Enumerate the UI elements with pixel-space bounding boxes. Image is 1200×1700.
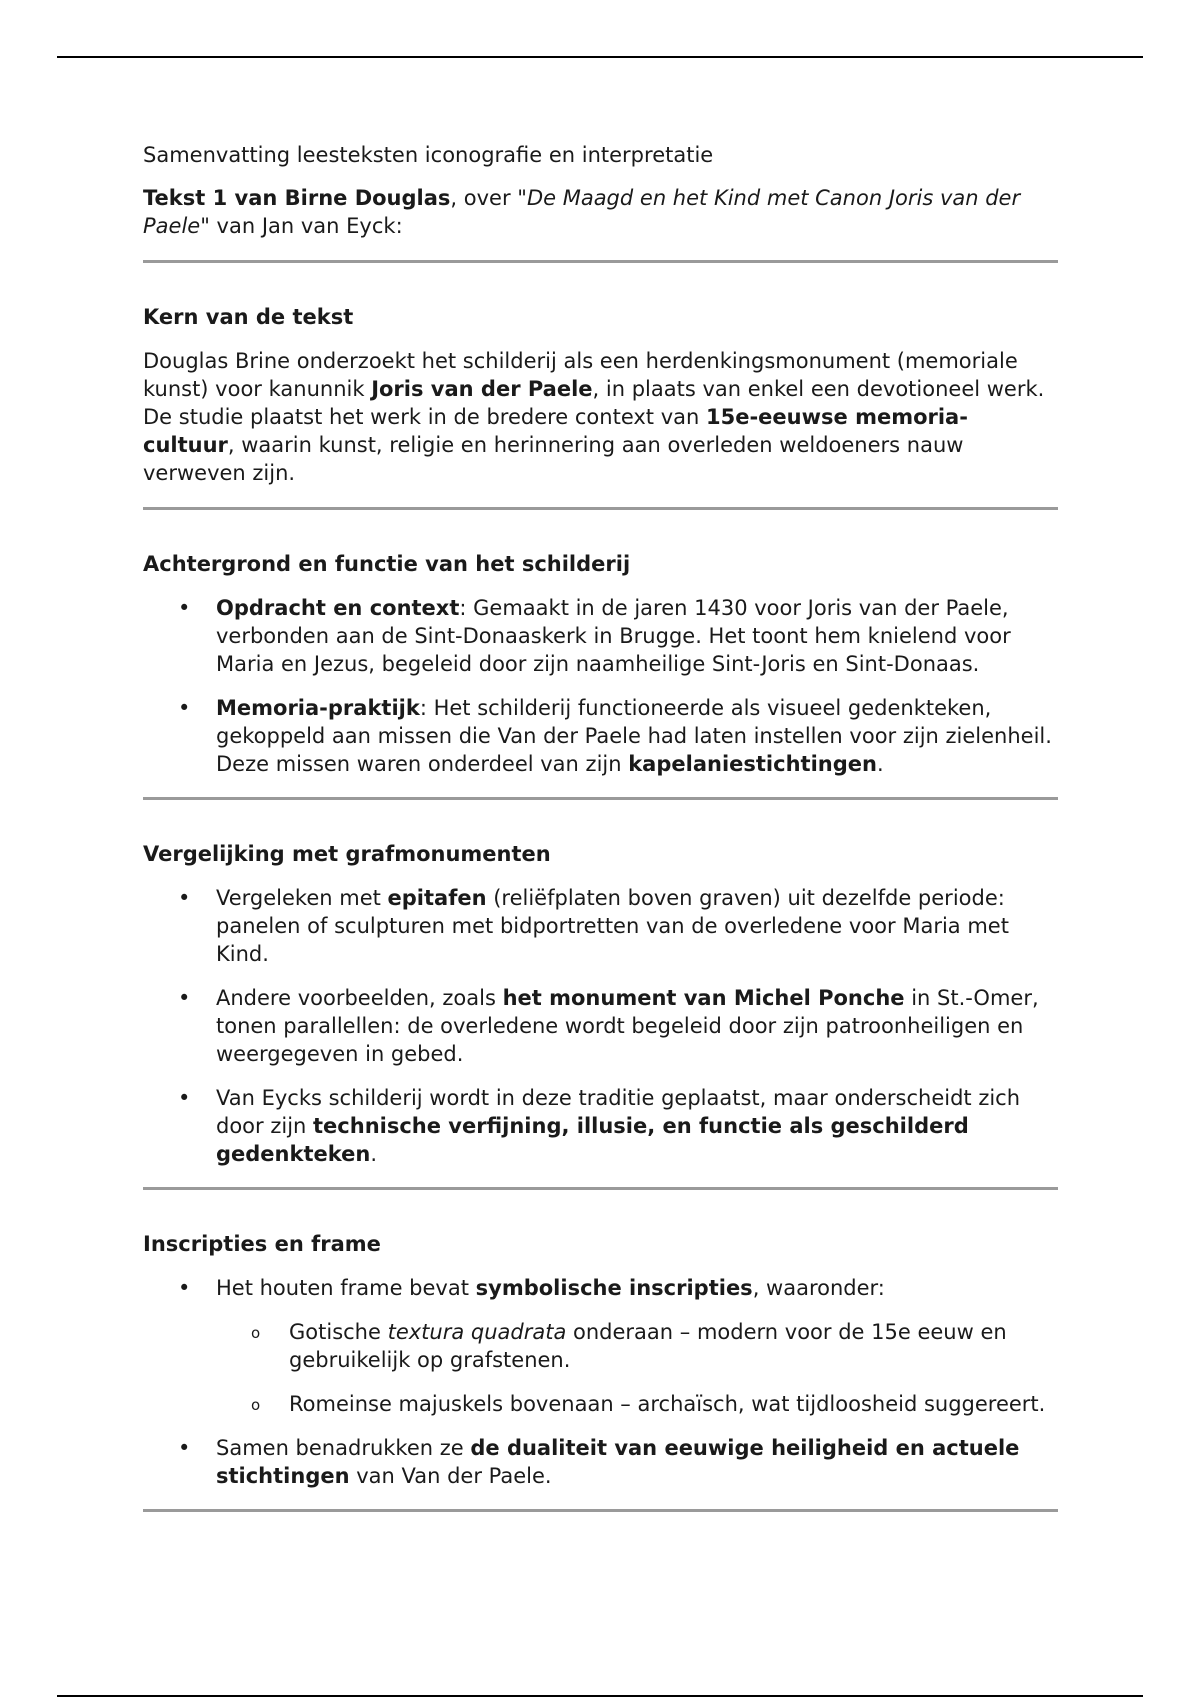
section-divider bbox=[143, 507, 1058, 510]
list-item bbox=[143, 984, 1058, 1068]
item-bold: Opdracht en context bbox=[216, 596, 460, 620]
item-bold: Memoria-praktijk bbox=[216, 696, 420, 720]
item-text: van Van der Paele. bbox=[349, 1464, 552, 1488]
item-text: Vergeleken met bbox=[216, 886, 388, 910]
section-divider bbox=[143, 1509, 1058, 1512]
item-text: (reliëfplaten boven graven) uit dezelfde periode: panelen of sculpturen met bidportretten van de overledene voor Maria met Kind. bbox=[216, 886, 1009, 966]
section-divider bbox=[143, 1187, 1058, 1190]
intro-paragraph bbox=[143, 184, 1058, 240]
bullet-icon: • bbox=[178, 696, 191, 720]
circle-bullet-icon: o bbox=[251, 1396, 261, 1414]
section-divider bbox=[143, 797, 1058, 800]
section-heading-kern: Kern van de tekst bbox=[143, 305, 354, 329]
paragraph-bold: Joris van der Paele bbox=[371, 377, 593, 401]
item-bold: kapelaniestichtingen bbox=[628, 752, 877, 776]
item-text: : Het schilderij functioneerde als visueel gedenkteken, gekoppeld aan missen die Van der Paele had laten instellen voor zijn zielenheil. Deze missen waren onderdeel van zijn bbox=[216, 696, 1052, 776]
paragraph-text: , in plaats van enkel een devotioneel werk. De studie plaatst het werk in de bredere context van bbox=[143, 377, 1045, 429]
vergelijking-list bbox=[143, 884, 1058, 1168]
item-bold: het monument van Michel Ponche bbox=[502, 986, 905, 1010]
achtergrond-list bbox=[143, 594, 1058, 778]
list-item bbox=[143, 884, 1058, 968]
document-title: Samenvatting leesteksten iconografie en interpretatie bbox=[143, 143, 714, 167]
page-top-rule bbox=[57, 56, 1143, 58]
item-bold: symbolische inscripties bbox=[475, 1276, 753, 1300]
item-text: Het houten frame bevat bbox=[216, 1276, 476, 1300]
section-heading-inscripties: Inscripties en frame bbox=[143, 1232, 381, 1256]
intro-author: Tekst 1 van Birne Douglas bbox=[143, 186, 451, 210]
paragraph-bold: 15e-eeuwse memoria-cultuur bbox=[143, 405, 968, 457]
item-bold: technische verfijning, illusie, en functie als geschilderd gedenkteken bbox=[216, 1114, 969, 1166]
intro-text: , over " bbox=[450, 186, 527, 210]
intro-artwork-title: De Maagd en het Kind met Canon Joris van der Paele bbox=[143, 186, 1021, 238]
item-text: Romeinse majuskels bovenaan – archaïsch, wat tijdloosheid suggereert. bbox=[289, 1392, 1046, 1416]
paragraph-text: , waarin kunst, religie en herinnering aan overleden weldoeners nauw verweven zijn. bbox=[143, 433, 964, 485]
list-item bbox=[143, 594, 1058, 678]
item-bold: de dualiteit van eeuwige heiligheid en actuele stichtingen bbox=[216, 1436, 1020, 1488]
item-text: . bbox=[876, 752, 884, 776]
item-text: Gotische bbox=[289, 1320, 388, 1344]
item-italic: textura quadrata bbox=[387, 1320, 567, 1344]
list-item bbox=[143, 1084, 1058, 1168]
list-item bbox=[143, 1274, 1058, 1418]
inscripties-sublist bbox=[216, 1318, 1058, 1418]
section-heading-vergelijking: Vergelijking met grafmonumenten bbox=[143, 842, 551, 866]
section-heading-achtergrond: Achtergrond en functie van het schilderij bbox=[143, 552, 631, 576]
document-body bbox=[143, 141, 1058, 1512]
inscripties-list bbox=[143, 1274, 1058, 1490]
page-bottom-rule bbox=[57, 1695, 1143, 1697]
bullet-icon: • bbox=[178, 1436, 191, 1460]
intro-text: " van Jan van Eyck: bbox=[200, 214, 403, 238]
sub-list-item bbox=[216, 1390, 1058, 1418]
bullet-icon: • bbox=[178, 886, 191, 910]
item-text: , waaronder: bbox=[752, 1276, 885, 1300]
circle-bullet-icon: o bbox=[251, 1324, 261, 1342]
bullet-icon: • bbox=[178, 596, 191, 620]
item-bold: epitafen bbox=[387, 886, 487, 910]
bullet-icon: • bbox=[178, 1276, 191, 1300]
item-text: Samen benadrukken ze bbox=[216, 1436, 471, 1460]
item-text: Andere voorbeelden, zoals bbox=[216, 986, 503, 1010]
paragraph-text: Douglas Brine onderzoekt het schilderij als een herdenkingsmonument (memoriale kunst) voor kanunnik bbox=[143, 349, 1018, 401]
kern-paragraph bbox=[143, 347, 1058, 487]
list-item bbox=[143, 694, 1058, 778]
item-text: in St.-Omer, tonen parallellen: de overledene wordt begeleid door zijn patroonheiligen en weergegeven in gebed. bbox=[216, 986, 1039, 1066]
item-text: : Gemaakt in de jaren 1430 voor Joris van der Paele, verbonden aan de Sint-Donaaskerk in Brugge. Het toont hem knielend voor Maria en Jezus, begeleid door zijn naamheilige Sint-Joris en Sint-Donaas. bbox=[216, 596, 1011, 676]
item-text: Van Eycks schilderij wordt in deze traditie geplaatst, maar onderscheidt zich door zijn bbox=[216, 1086, 1021, 1138]
list-item bbox=[143, 1434, 1058, 1490]
bullet-icon: • bbox=[178, 986, 191, 1010]
sub-list-item bbox=[216, 1318, 1058, 1374]
item-text: onderaan – modern voor de 15e eeuw en gebruikelijk op grafstenen. bbox=[289, 1320, 1007, 1372]
section-divider bbox=[143, 260, 1058, 263]
item-text: . bbox=[370, 1142, 378, 1166]
bullet-icon: • bbox=[178, 1086, 191, 1110]
